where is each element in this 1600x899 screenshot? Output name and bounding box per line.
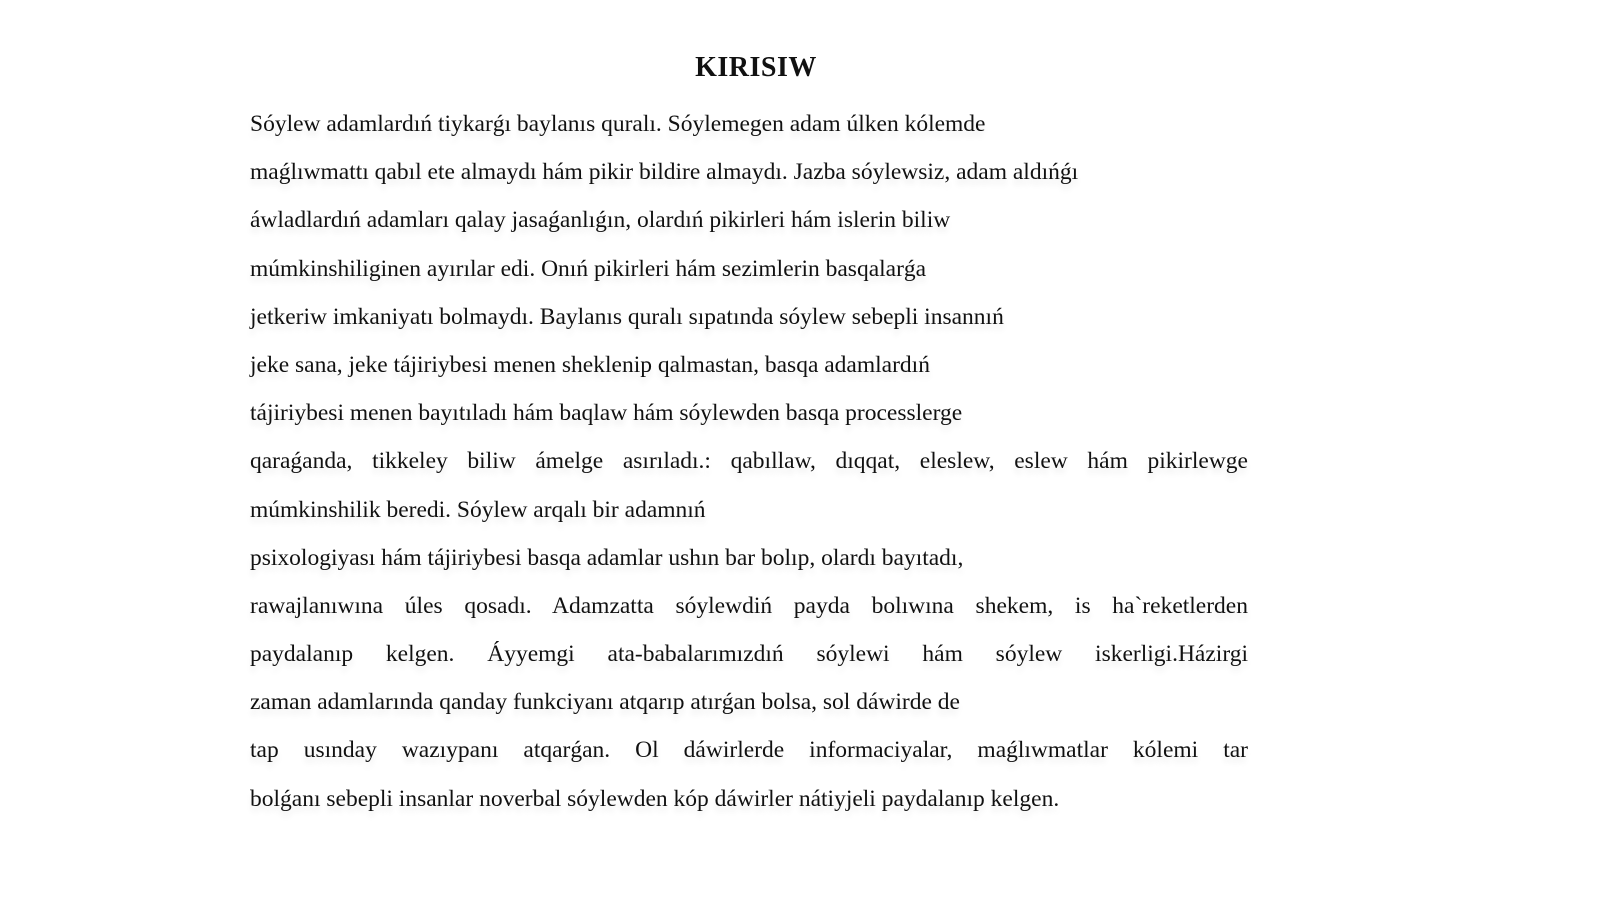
text-line: maǵlıwmattı qabıl ete almaydı hám pikir bildire almaydı. Jazba sóylewsiz, adam aldıńǵı xyxy=(250,159,1079,186)
page-title: KIRISIW xyxy=(695,52,817,83)
text-line: zaman adamlarında qanday funkciyanı atqarıp atırǵan bolsa, sol dáwirde de xyxy=(250,689,960,716)
text-line: paydalanıp kelgen. Áyyemgi ata-babalarımızdıń sóylewi hám sóylew iskerligi.Házirgi xyxy=(250,641,1248,668)
body-paragraph xyxy=(250,100,1248,823)
text-line: áwladlardıń adamları qalay jasaǵanlıǵın, olardıń pikirleri hám islerin biliw xyxy=(250,207,951,234)
text-line: psixologiyası hám tájiriybesi basqa adamlar ushın bar bolıp, olardı bayıtadı, xyxy=(250,544,964,571)
text-line: Sóylew adamlardıń tiykarǵı baylanıs quralı. Sóylemegen adam úlken kólemde xyxy=(250,111,986,137)
text-line: jeke sana, jeke tájiriybesi menen sheklenip qalmastan, basqa adamlardıń xyxy=(250,351,930,378)
text-line: múmkinshilik beredi. Sóylew arqalı bir adamnıń xyxy=(250,496,706,523)
text-line: qaraǵanda, tikkeley biliw ámelge asırıladı.: qabıllaw, dıqqat, eleslew, eslew hám pikirlewge xyxy=(250,448,1248,475)
text-line: tájiriybesi menen bayıtıladı hám baqlaw hám sóylewden basqa processlerge xyxy=(250,400,963,427)
text-line: rawajlanıwına úles qosadı. Adamzatta sóylewdiń payda bolıwına shekem, is ha`reketlerden xyxy=(250,592,1248,619)
text-line: tap usınday wazıypanı atqarǵan. Ol dáwirlerde informaciyalar, maǵlıwmatlar kólemi tar xyxy=(250,737,1248,764)
text-line: múmkinshiliginen ayırılar edi. Onıń pikirleri hám sezimlerin basqalarǵa xyxy=(250,255,927,282)
text-line: bolǵanı sebepli insanlar noverbal sóylewden kóp dáwirler nátiyjeli paydalanıp kelgen. xyxy=(250,785,1060,812)
text-line: jetkeriw imkaniyatı bolmaydı. Baylanıs quralı sıpatında sóylew sebepli insannıń xyxy=(250,303,1004,330)
